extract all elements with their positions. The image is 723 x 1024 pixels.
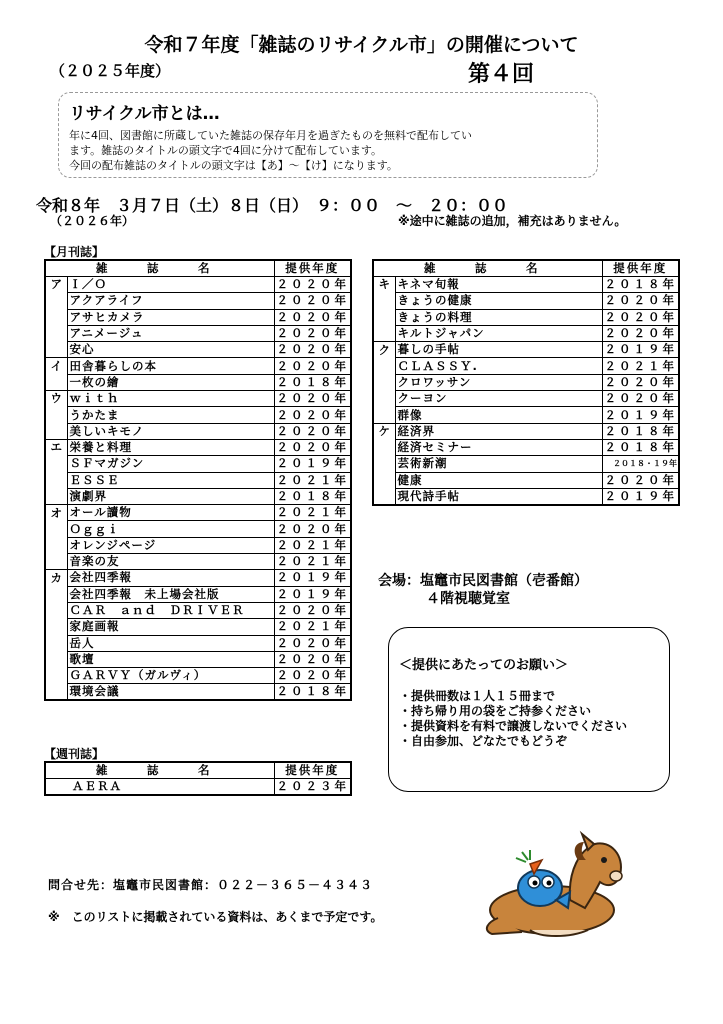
- table-row: [45, 293, 351, 309]
- magazine-name: 会社四季報 未上場会社版: [67, 586, 274, 602]
- supply-year: ２０２０年: [602, 472, 679, 488]
- supply-year: ２０２０年: [274, 407, 351, 423]
- initial-kana: [373, 391, 395, 407]
- supply-year: ２０１８年: [602, 277, 679, 293]
- table-row: [373, 325, 679, 341]
- table-row: [45, 521, 351, 537]
- initial-kana: [45, 554, 67, 570]
- table-row: [45, 570, 351, 586]
- supply-year: ２０１９年: [274, 456, 351, 472]
- initial-kana: [45, 684, 67, 701]
- magazine-name: アサヒカメラ: [67, 309, 274, 325]
- table-row: [45, 635, 351, 651]
- magazine-name: 暮しの手帖: [395, 342, 602, 358]
- supply-year: ２０１８年: [274, 684, 351, 701]
- magazine-name: オレンジページ: [67, 537, 274, 553]
- request-item: ・提供冊数は１人１５冊まで: [399, 689, 556, 703]
- magazine-name: 現代詩手帖: [395, 488, 602, 505]
- col-header-name: 雑 誌 名: [45, 260, 274, 277]
- table-row: [373, 309, 679, 325]
- initial-kana: [373, 439, 395, 455]
- table-row: [373, 358, 679, 374]
- magazine-name: アクアライフ: [67, 293, 274, 309]
- magazine-name: 美しいキモノ: [67, 423, 274, 439]
- supply-year: ２０１８年: [602, 439, 679, 455]
- magazine-name: クーヨン: [395, 391, 602, 407]
- initial-kana: [45, 586, 67, 602]
- magazine-name: キネマ旬報: [395, 277, 602, 293]
- supply-year: ２０２１年: [274, 537, 351, 553]
- table-row: [45, 684, 351, 701]
- table-row: [45, 374, 351, 390]
- col-header-year: 提供年度: [274, 260, 351, 277]
- supply-year: ２０１８年: [274, 488, 351, 504]
- col-header-year: 提供年度: [274, 762, 351, 779]
- fish-pupil: [533, 881, 538, 886]
- initial-kana: [45, 325, 67, 341]
- supply-year: ２０１８年: [602, 423, 679, 439]
- magazine-name: 健康: [395, 472, 602, 488]
- magazine-name: 安心: [67, 342, 274, 358]
- initial-kana: オ: [45, 505, 67, 521]
- supply-year: ２０２３年: [274, 779, 351, 796]
- initial-kana: [45, 537, 67, 553]
- table-row: [373, 423, 679, 439]
- supply-year: ２０２１年: [274, 619, 351, 635]
- table-row: [45, 309, 351, 325]
- initial-kana: [373, 407, 395, 423]
- initial-kana: [45, 602, 67, 618]
- table-row: [45, 472, 351, 488]
- table-row: [45, 602, 351, 618]
- event-round: 第４回: [468, 62, 535, 87]
- event-date: 令和８年 ３月７日（土）８日（日） ９：００ ～ ２０：００: [36, 196, 509, 215]
- supply-year: ２０２０年: [274, 277, 351, 293]
- magazine-name: アニメージュ: [67, 325, 274, 341]
- supply-year: ２０１８年: [274, 374, 351, 390]
- horse-muzzle: [610, 871, 622, 881]
- magazine-name: Ｏｇｇｉ: [67, 521, 274, 537]
- table-row: [373, 277, 679, 293]
- initial-kana: カ: [45, 570, 67, 586]
- venue-line-1: 会場：塩竈市民図書館（壱番館）: [378, 573, 588, 589]
- supply-year: ２０２０年: [274, 423, 351, 439]
- table-row: [45, 537, 351, 553]
- about-line-3: 今回の配布雑誌のタイトルの頭文字は【あ】～【け】になります。: [69, 159, 398, 172]
- magazine-name: ＧＡＲＶＹ（ガルヴィ）: [67, 668, 274, 684]
- magazine-name: ＣＬＡＳＳＹ.: [395, 358, 602, 374]
- initial-kana: [373, 325, 395, 341]
- table-row: [45, 554, 351, 570]
- initial-kana: [45, 309, 67, 325]
- fish-pupil: [547, 881, 552, 886]
- supply-year: ２０２０年: [274, 342, 351, 358]
- table-row: [45, 439, 351, 455]
- table-row: [45, 358, 351, 374]
- magazine-name: 環境会議: [67, 684, 274, 701]
- magazine-name: 会社四季報: [67, 570, 274, 586]
- initial-kana: [45, 619, 67, 635]
- table-row: [373, 342, 679, 358]
- event-year: （２０２６年）: [50, 214, 135, 228]
- initial-kana: [373, 293, 395, 309]
- magazine-name: クロワッサン: [395, 374, 602, 390]
- supply-year: ２０２０年: [274, 635, 351, 651]
- table-row: [45, 619, 351, 635]
- magazine-name: キルトジャパン: [395, 325, 602, 341]
- supply-year: ２０２０年: [602, 391, 679, 407]
- about-heading: リサイクル市とは…: [69, 104, 220, 124]
- initial-kana: ケ: [373, 423, 395, 439]
- initial-kana: [373, 472, 395, 488]
- initial-kana: [373, 488, 395, 505]
- table-row: [373, 488, 679, 505]
- table-row: [373, 439, 679, 455]
- about-line-1: 年に4回、図書館に所蔵していた雑誌の保存年月を過ぎたものを無料で配布してい: [69, 129, 472, 142]
- supply-year: ２０２０年: [602, 325, 679, 341]
- table-row: [45, 779, 351, 796]
- magazine-name: うかたま: [67, 407, 274, 423]
- magazine-name: 芸術新潮: [395, 456, 602, 472]
- magazine-name: 音楽の友: [67, 554, 274, 570]
- magazine-name: 経済界: [395, 423, 602, 439]
- table-row: [45, 456, 351, 472]
- table-row: [45, 651, 351, 667]
- table-row: [45, 277, 351, 293]
- horse-eye: [601, 857, 607, 863]
- supply-year: ２０２０年: [274, 325, 351, 341]
- table-row: [45, 391, 351, 407]
- weekly-table: [44, 761, 352, 796]
- table-row: [45, 668, 351, 684]
- supply-year: ２０２１年: [274, 472, 351, 488]
- initial-kana: [45, 651, 67, 667]
- initial-kana: [45, 407, 67, 423]
- supply-year: ２０２０年: [274, 293, 351, 309]
- horse-hoof: [530, 930, 588, 936]
- initial-kana: [45, 472, 67, 488]
- carrot-leaves: [516, 850, 530, 862]
- supply-year: ２０２０年: [274, 651, 351, 667]
- initial-kana: [373, 456, 395, 472]
- initial-kana: ア: [45, 277, 67, 293]
- supply-year: ２０１９年: [602, 488, 679, 505]
- supply-year: ２０２０年: [274, 668, 351, 684]
- venue: [378, 572, 588, 608]
- magazine-name: 歌壇: [67, 651, 274, 667]
- page-title: 令和７年度「雑誌のリサイクル市」の開催について: [144, 34, 579, 56]
- about-box: [58, 92, 598, 178]
- magazine-name: 経済セミナー: [395, 439, 602, 455]
- initial-kana: [373, 374, 395, 390]
- request-item: ・自由参加、どなたでもどうぞ: [399, 734, 568, 748]
- col-header-name: 雑 誌 名: [373, 260, 602, 277]
- table-row: [45, 325, 351, 341]
- supply-year: ２０１８・１９年: [602, 456, 679, 472]
- supply-year: ２０１９年: [602, 342, 679, 358]
- table-row: [45, 423, 351, 439]
- initial-kana: [45, 521, 67, 537]
- magazine-name: 栄養と料理: [67, 439, 274, 455]
- table-row: [373, 374, 679, 390]
- fiscal-year: （２０２５年度）: [50, 62, 171, 80]
- table-row: [373, 472, 679, 488]
- magazine-name: きょうの健康: [395, 293, 602, 309]
- initial-kana: [45, 374, 67, 390]
- table-row: [45, 407, 351, 423]
- supply-year: ２０２０年: [602, 309, 679, 325]
- about-line-2: ます。雑誌のタイトルの頭文字で4回に分けて配布しています。: [69, 144, 383, 157]
- supply-year: ２０２０年: [274, 439, 351, 455]
- initial-kana: [45, 668, 67, 684]
- supply-year: ２０１９年: [274, 570, 351, 586]
- supply-year: ２０２０年: [602, 374, 679, 390]
- magazine-name: 岳人: [67, 635, 274, 651]
- request-item: ・持ち帰り用の袋をご持参ください: [399, 704, 592, 718]
- monthly-table-left: [44, 259, 352, 701]
- supply-year: ２０１９年: [602, 407, 679, 423]
- initial-kana: キ: [373, 277, 395, 293]
- magazine-name: 群像: [395, 407, 602, 423]
- initial-kana: [45, 342, 67, 358]
- magazine-name: Ｉ／Ｏ: [67, 277, 274, 293]
- supply-year: ２０２０年: [274, 358, 351, 374]
- request-item: ・提供資料を有料で譲渡しないでください: [399, 719, 628, 733]
- supply-year: ２０２１年: [274, 505, 351, 521]
- magazine-name: ＡＥＲＡ: [45, 779, 274, 796]
- venue-line-2: ４階視聴覚室: [426, 591, 510, 607]
- mascot-illustration: [470, 830, 635, 940]
- magazine-name: ＳＦマガジン: [67, 456, 274, 472]
- supply-year: ２０２１年: [602, 358, 679, 374]
- initial-kana: ウ: [45, 391, 67, 407]
- table-row: [373, 293, 679, 309]
- supply-note: ※途中に雑誌の追加，補充はありません。: [398, 214, 627, 228]
- table-row: [45, 505, 351, 521]
- initial-kana: [45, 293, 67, 309]
- magazine-name: ｗｉｔｈ: [67, 391, 274, 407]
- magazine-name: オール讀物: [67, 505, 274, 521]
- magazine-name: ＣＡＲ ａｎｄ ＤＲＩＶＥＲ: [67, 602, 274, 618]
- requests-box: [388, 627, 670, 792]
- initial-kana: ク: [373, 342, 395, 358]
- table-row: [45, 342, 351, 358]
- table-row: [373, 456, 679, 472]
- magazine-name: きょうの料理: [395, 309, 602, 325]
- supply-year: ２０１９年: [274, 586, 351, 602]
- table-row: [45, 586, 351, 602]
- supply-year: ２０２０年: [274, 309, 351, 325]
- monthly-label: 【月刊誌】: [44, 245, 105, 259]
- supply-year: ２０２０年: [274, 391, 351, 407]
- initial-kana: [45, 423, 67, 439]
- magazine-name: ＥＳＳＥ: [67, 472, 274, 488]
- col-header-name: 雑 誌 名: [45, 762, 274, 779]
- footnote: ※ このリストに掲載されている資料は、あくまで予定です。: [48, 910, 383, 924]
- weekly-label: 【週刊誌】: [44, 747, 105, 761]
- initial-kana: [45, 488, 67, 504]
- supply-year: ２０２０年: [602, 293, 679, 309]
- initial-kana: [45, 456, 67, 472]
- initial-kana: [45, 635, 67, 651]
- table-row: [373, 407, 679, 423]
- supply-year: ２０２０年: [274, 602, 351, 618]
- initial-kana: [373, 358, 395, 374]
- table-row: [373, 391, 679, 407]
- magazine-name: 家庭画報: [67, 619, 274, 635]
- col-header-year: 提供年度: [602, 260, 679, 277]
- initial-kana: [373, 309, 395, 325]
- initial-kana: エ: [45, 439, 67, 455]
- magazine-name: 一枚の繪: [67, 374, 274, 390]
- supply-year: ２０２１年: [274, 554, 351, 570]
- initial-kana: イ: [45, 358, 67, 374]
- requests-heading: ＜提供にあたってのお願い＞: [399, 658, 569, 673]
- contact-info: 問合せ先：塩竈市民図書館：０２２－３６５－４３４３: [48, 878, 374, 892]
- table-row: [45, 488, 351, 504]
- supply-year: ２０２０年: [274, 521, 351, 537]
- magazine-name: 田舎暮らしの本: [67, 358, 274, 374]
- monthly-table-right: [372, 259, 680, 506]
- magazine-name: 演劇界: [67, 488, 274, 504]
